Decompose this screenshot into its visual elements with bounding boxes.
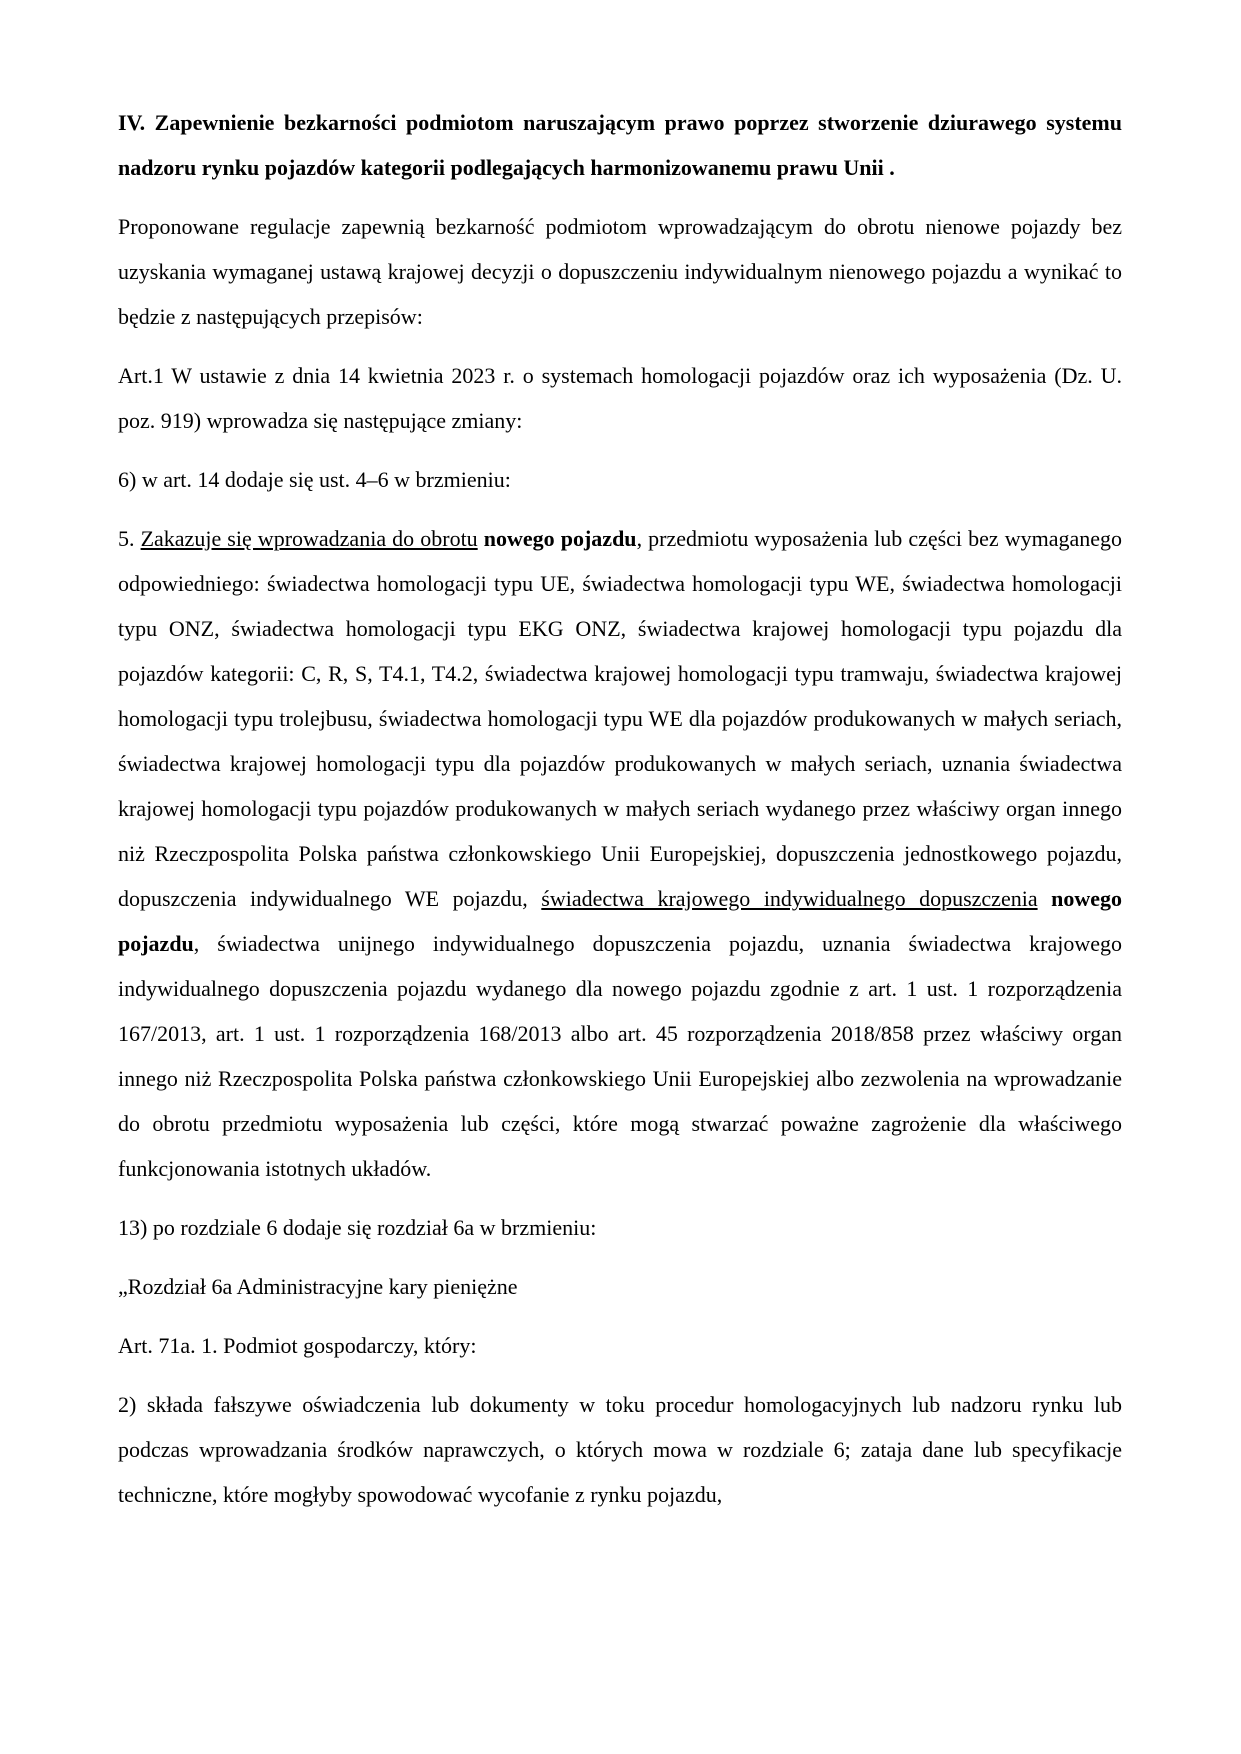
paragraph-point-2	[118, 1382, 1122, 1517]
document-text	[118, 100, 1122, 1531]
paragraph-point-6	[118, 457, 1122, 502]
text-run: Art.1 W ustawie z dnia 14 kwietnia 2023 r. o systemach homologacji pojazdów oraz ich wyposażenia (Dz. U. poz. 919) wprowadza się następujące zmiany:	[118, 363, 1122, 433]
text-run: IV. Zapewnienie bezkarności podmiotom naruszającym prawo poprzez stworzenie dziurawego systemu nadzoru rynku pojazdów kategorii podlegających harmonizowanemu prawu Unii .	[118, 110, 1122, 180]
paragraph-ust-5	[118, 516, 1122, 1191]
text-run: , przedmiotu wyposażenia lub części bez wymaganego odpowiedniego: świadectwa homologacji typu UE, świadectwa homologacji typu WE, świadectwa homologacji typu ONZ, świadectwa homologacji typu EKG ONZ, świadectwa krajowej homologacji typu pojazdu dla pojazdów kategorii: C, R, S, T4.1, T4.2, świadectwa krajowej homologacji typu tramwaju, świadectwa krajowej homologacji typu trolejbusu, świadectwa homologacji typu WE dla pojazdów produkowanych w małych seriach, świadectwa krajowej homologacji typu dla pojazdów produkowanych w małych seriach, uznania świadectwa krajowej homologacji typu pojazdów produkowanych w małych seriach wydanego przez właściwy organ innego niż Rzeczpospolita Polska państwa członkowskiego Unii Europejskiej, dopuszczenia jednostkowego pojazdu, dopuszczenia indywidualnego WE pojazdu,	[118, 526, 1123, 911]
text-run	[1038, 886, 1052, 911]
underlined-text-run: świadectwa krajowego indywidualnego dopuszczenia	[541, 886, 1038, 911]
text-run: „Rozdział 6a Administracyjne kary pieniężne	[118, 1274, 518, 1299]
paragraph-intro	[118, 204, 1122, 339]
text-run: 6) w art. 14 dodaje się ust. 4–6 w brzmieniu:	[118, 467, 511, 492]
text-run: , świadectwa unijnego indywidualnego dopuszczenia pojazdu, uznania świadectwa krajowego indywidualnego dopuszczenia pojazdu wydanego dla nowego pojazdu zgodnie z art. 1 ust. 1 rozporządzenia 167/2013, art. 1 ust. 1 rozporządzenia 168/2013 albo art. 45 rozporządzenia 2018/858 przez właściwy organ innego niż Rzeczpospolita Polska państwa członkowskiego Unii Europejskiej albo zezwolenia na wprowadzanie do obrotu przedmiotu wyposażenia lub części, które mogą stwarzać poważne zagrożenie dla właściwego funkcjonowania istotnych układów.	[118, 931, 1122, 1181]
bold-text-run: nowego pojazdu	[483, 526, 637, 551]
text-run: 13) po rozdziale 6 dodaje się rozdział 6a w brzmieniu:	[118, 1215, 597, 1240]
paragraph-art1	[118, 353, 1122, 443]
text-run: 2) składa fałszywe oświadczenia lub dokumenty w toku procedur homologacyjnych lub nadzoru rynku lub podczas wprowadzania środków naprawczych, o których mowa w rozdziale 6; zataja dane lub specyfikacje techniczne, które mogłyby spowodować wycofanie z rynku pojazdu,	[118, 1392, 1122, 1507]
text-run: 5.	[118, 526, 141, 551]
text-run: Proponowane regulacje zapewnią bezkarność podmiotom wprowadzającym do obrotu nienowe pojazdy bez uzyskania wymaganej ustawą krajowej decyzji o dopuszczeniu indywidualnym nienowego pojazdu a wynikać to będzie z następujących przepisów:	[118, 214, 1122, 329]
text-run: Art. 71a. 1. Podmiot gospodarczy, który:	[118, 1333, 477, 1358]
paragraph-point-13	[118, 1205, 1122, 1250]
paragraph-art-71a	[118, 1323, 1122, 1368]
underlined-text-run: Zakazuje się wprowadzania do obrotu	[140, 526, 478, 551]
bold-text-run: nowego pojazdu	[118, 886, 1123, 956]
section-heading	[118, 100, 1122, 190]
paragraph-rozdzial-6a	[118, 1264, 1122, 1309]
